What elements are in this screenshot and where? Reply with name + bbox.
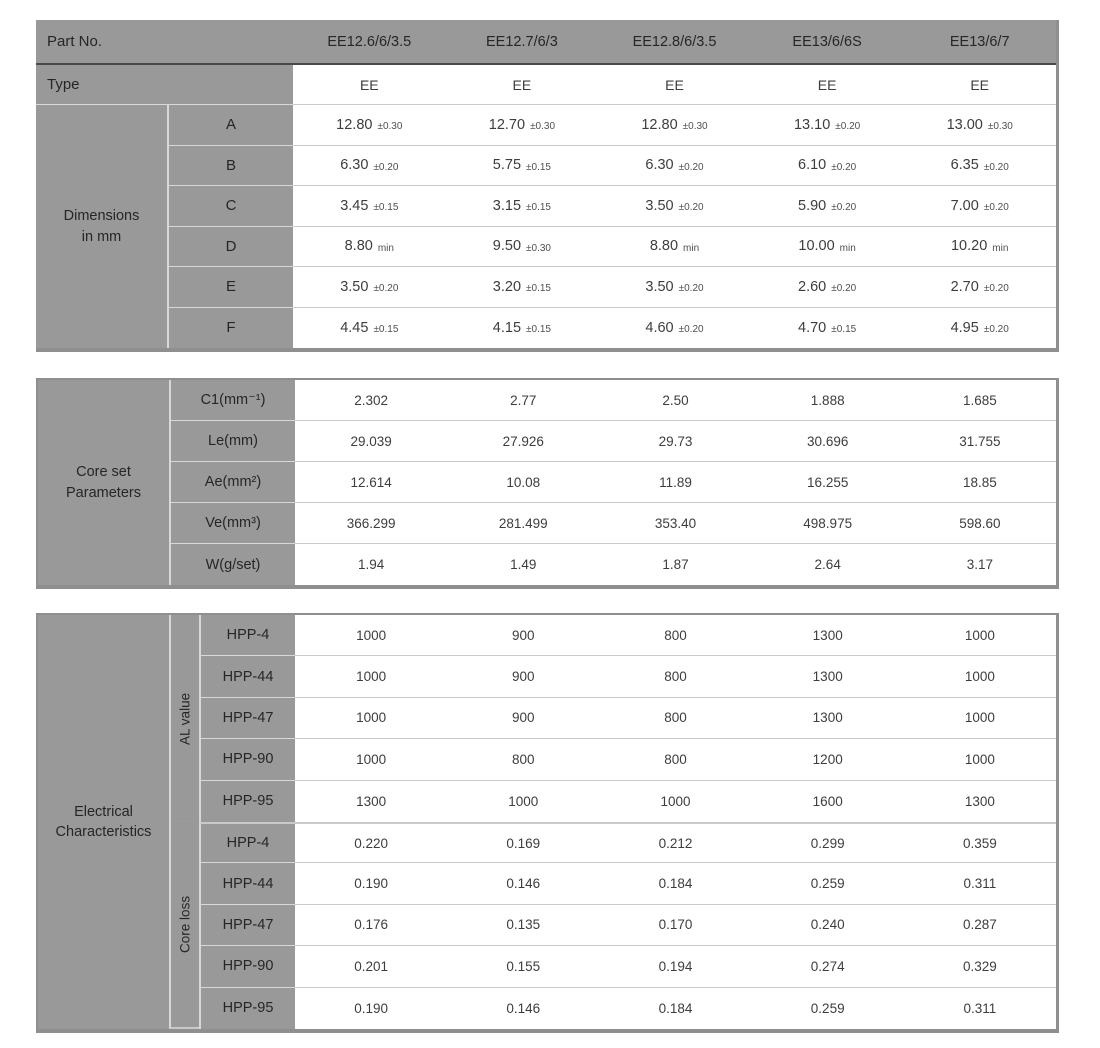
type-value: EE (903, 65, 1056, 105)
tolerance: min (683, 242, 700, 254)
param-value: 1.685 (904, 380, 1056, 421)
section-label-core-loss: Core loss (169, 822, 199, 1029)
part-no-header: Part No. (36, 20, 293, 65)
material-label: HPP-47 (199, 905, 295, 946)
tolerance: ±0.15 (526, 283, 551, 295)
dimension-value: 2.70 ±0.20 (903, 267, 1056, 308)
tolerance: ±0.20 (983, 202, 1009, 214)
al-value-cell: 1300 (752, 656, 904, 697)
al-value-cell: 1200 (752, 739, 904, 780)
group-label-line2: in mm (81, 228, 122, 245)
dimension-value: 12.80 ±0.30 (293, 105, 446, 146)
param-value: 27.926 (447, 421, 599, 462)
group-label-core-set (38, 380, 169, 585)
core-loss-cell: 0.194 (599, 946, 751, 987)
param-value: 1.87 (599, 544, 751, 585)
dimension-value: 4.45 ±0.15 (293, 308, 446, 349)
al-value-cell: 900 (447, 615, 599, 656)
al-value-cell: 800 (447, 739, 599, 780)
material-label: HPP-47 (199, 698, 295, 739)
al-value-cell: 800 (599, 656, 751, 697)
core-loss-cell: 0.259 (752, 863, 904, 904)
tolerance: ±0.20 (678, 324, 704, 336)
param-value: 353.40 (599, 503, 751, 544)
tolerance: ±0.15 (526, 202, 551, 214)
al-value-cell: 1600 (752, 781, 904, 822)
core-loss-cell: 0.190 (295, 863, 447, 904)
material-label: HPP-4 (199, 822, 295, 863)
core-loss-cell: 0.212 (599, 822, 751, 863)
param-value: 3.17 (904, 544, 1056, 585)
dimension-value: 6.30 ±0.20 (293, 146, 446, 187)
group-label-dimensions (36, 105, 167, 348)
core-loss-cell: 0.170 (599, 905, 751, 946)
tolerance: ±0.20 (983, 283, 1009, 295)
param-value: 598.60 (904, 503, 1056, 544)
tolerance: ±0.15 (526, 161, 551, 173)
al-value-cell: 1000 (904, 615, 1056, 656)
param-label-ae: Ae(mm²) (169, 462, 295, 503)
tolerance: ±0.30 (682, 121, 708, 133)
dimension-value: 12.70 ±0.30 (446, 105, 599, 146)
tolerance: min (839, 242, 856, 254)
column-header-5: EE13/6/7 (903, 20, 1056, 65)
dimension-value: 9.50 ±0.30 (446, 227, 599, 268)
tolerance: ±0.20 (831, 283, 857, 295)
type-value: EE (446, 65, 599, 105)
dimension-value: 6.30 ±0.20 (598, 146, 751, 187)
dimension-value: 10.00 min (751, 227, 904, 268)
core-loss-cell: 0.329 (904, 946, 1056, 987)
dimension-value: 3.50 ±0.20 (293, 267, 446, 308)
param-value: 2.302 (295, 380, 447, 421)
column-header-3: EE12.8/6/3.5 (598, 20, 751, 65)
core-loss-cell: 0.146 (447, 988, 599, 1029)
param-label-ve: Ve(mm³) (169, 503, 295, 544)
core-loss-cell: 0.220 (295, 822, 447, 863)
tolerance: ±0.20 (831, 202, 857, 214)
type-value: EE (751, 65, 904, 105)
dimension-value: 5.90 ±0.20 (751, 186, 904, 227)
core-loss-cell: 0.190 (295, 988, 447, 1029)
param-value: 10.08 (447, 462, 599, 503)
al-value-cell: 1300 (752, 698, 904, 739)
dimension-value: 3.20 ±0.15 (446, 267, 599, 308)
param-value: 281.499 (447, 503, 599, 544)
dimension-value: 13.00 ±0.30 (903, 105, 1056, 146)
core-loss-cell: 0.155 (447, 946, 599, 987)
tolerance: ±0.30 (377, 121, 403, 133)
core-loss-cell: 0.287 (904, 905, 1056, 946)
tolerance: ±0.30 (987, 121, 1013, 133)
dimension-value: 13.10 ±0.20 (751, 105, 904, 146)
param-label-c1: C1(mm⁻¹) (169, 380, 295, 421)
param-value: 29.039 (295, 421, 447, 462)
core-set-table (36, 378, 1059, 589)
tolerance: ±0.15 (373, 202, 399, 214)
al-value-cell: 1000 (904, 739, 1056, 780)
group-label-line2: Parameters (66, 484, 141, 501)
al-value-cell: 1300 (904, 781, 1056, 822)
material-label: HPP-95 (199, 781, 295, 822)
al-value-cell: 900 (447, 698, 599, 739)
tolerance: min (992, 242, 1009, 254)
core-loss-cell: 0.311 (904, 863, 1056, 904)
al-value-cell: 1000 (295, 656, 447, 697)
group-label-line1: Electrical (74, 803, 133, 820)
al-value-cell: 1300 (752, 615, 904, 656)
param-value: 1.94 (295, 544, 447, 585)
dimension-value: 4.60 ±0.20 (598, 308, 751, 349)
tolerance: min (377, 242, 394, 254)
param-value: 29.73 (599, 421, 751, 462)
param-value: 18.85 (904, 462, 1056, 503)
param-value: 2.77 (447, 380, 599, 421)
tolerance: ±0.20 (983, 161, 1009, 173)
dimension-value: 10.20 min (903, 227, 1056, 268)
al-value-cell: 1000 (904, 698, 1056, 739)
param-label-w: W(g/set) (169, 544, 295, 585)
material-label: HPP-44 (199, 863, 295, 904)
dimension-label-F: F (167, 308, 293, 349)
param-value: 1.49 (447, 544, 599, 585)
dimension-value: 3.15 ±0.15 (446, 186, 599, 227)
dimension-value: 6.10 ±0.20 (751, 146, 904, 187)
tolerance: ±0.20 (373, 283, 399, 295)
param-value: 30.696 (752, 421, 904, 462)
group-label-line1: Dimensions (63, 208, 140, 225)
section-label-al-value: AL value (169, 615, 199, 822)
group-label-electrical (38, 615, 169, 1029)
dimension-value: 8.80 min (598, 227, 751, 268)
material-label: HPP-95 (199, 988, 295, 1029)
dimension-label-D: D (167, 227, 293, 268)
core-loss-cell: 0.359 (904, 822, 1056, 863)
param-value: 2.64 (752, 544, 904, 585)
dimension-value: 3.50 ±0.20 (598, 186, 751, 227)
al-value-cell: 1000 (295, 739, 447, 780)
al-value-cell: 1000 (904, 656, 1056, 697)
dimension-label-B: B (167, 146, 293, 187)
type-value: EE (598, 65, 751, 105)
dimension-label-A: A (167, 105, 293, 146)
tolerance: ±0.20 (373, 161, 399, 173)
al-value-cell: 800 (599, 739, 751, 780)
electrical-table (36, 613, 1059, 1033)
core-loss-cell: 0.311 (904, 988, 1056, 1029)
dimension-value: 7.00 ±0.20 (903, 186, 1056, 227)
param-value: 2.50 (599, 380, 751, 421)
core-loss-cell: 0.299 (752, 822, 904, 863)
dimension-value: 4.70 ±0.15 (751, 308, 904, 349)
type-label: Type (36, 65, 293, 105)
al-value-cell: 900 (447, 656, 599, 697)
dimensions-table (36, 20, 1059, 352)
param-value: 12.614 (295, 462, 447, 503)
dimension-value: 12.80 ±0.30 (598, 105, 751, 146)
tolerance: ±0.30 (530, 121, 556, 133)
dimension-label-C: C (167, 186, 293, 227)
al-value-cell: 1000 (599, 781, 751, 822)
column-header-1: EE12.6/6/3.5 (293, 20, 446, 65)
core-loss-cell: 0.176 (295, 905, 447, 946)
al-value-cell: 800 (599, 615, 751, 656)
param-value: 366.299 (295, 503, 447, 544)
group-label-line2: Characteristics (55, 823, 152, 840)
dimension-label-E: E (167, 267, 293, 308)
core-loss-cell: 0.146 (447, 863, 599, 904)
column-header-4: EE13/6/6S (751, 20, 904, 65)
core-loss-cell: 0.135 (447, 905, 599, 946)
core-loss-cell: 0.169 (447, 822, 599, 863)
dimension-value: 4.95 ±0.20 (903, 308, 1056, 349)
tolerance: ±0.20 (983, 324, 1009, 336)
dimension-value: 3.45 ±0.15 (293, 186, 446, 227)
tolerance: ±0.20 (835, 121, 861, 133)
param-value: 1.888 (752, 380, 904, 421)
tolerance: ±0.15 (831, 324, 857, 336)
tolerance: ±0.15 (373, 324, 399, 336)
tolerance: ±0.20 (678, 161, 704, 173)
tolerance: ±0.15 (526, 324, 551, 336)
dimension-value: 5.75 ±0.15 (446, 146, 599, 187)
dimension-value: 3.50 ±0.20 (598, 267, 751, 308)
tolerance: ±0.30 (526, 242, 551, 254)
dimension-value: 6.35 ±0.20 (903, 146, 1056, 187)
al-value-cell: 800 (599, 698, 751, 739)
core-loss-cell: 0.259 (752, 988, 904, 1029)
material-label: HPP-44 (199, 656, 295, 697)
core-loss-cell: 0.184 (599, 988, 751, 1029)
dimension-value: 4.15 ±0.15 (446, 308, 599, 349)
param-value: 31.755 (904, 421, 1056, 462)
param-value: 11.89 (599, 462, 751, 503)
tolerance: ±0.20 (678, 202, 704, 214)
dimension-value: 2.60 ±0.20 (751, 267, 904, 308)
param-label-le: Le(mm) (169, 421, 295, 462)
core-loss-cell: 0.274 (752, 946, 904, 987)
al-value-cell: 1300 (295, 781, 447, 822)
param-value: 498.975 (752, 503, 904, 544)
material-label: HPP-90 (199, 739, 295, 780)
tolerance: ±0.20 (678, 283, 704, 295)
param-value: 16.255 (752, 462, 904, 503)
material-label: HPP-90 (199, 946, 295, 987)
al-value-cell: 1000 (295, 698, 447, 739)
core-loss-cell: 0.184 (599, 863, 751, 904)
tolerance: ±0.20 (831, 161, 857, 173)
column-header-2: EE12.7/6/3 (446, 20, 599, 65)
al-value-cell: 1000 (447, 781, 599, 822)
material-label: HPP-4 (199, 615, 295, 656)
type-value: EE (293, 65, 446, 105)
al-value-cell: 1000 (295, 615, 447, 656)
core-loss-cell: 0.201 (295, 946, 447, 987)
dimension-value: 8.80 min (293, 227, 446, 268)
group-label-line1: Core set (76, 464, 131, 481)
core-loss-cell: 0.240 (752, 905, 904, 946)
